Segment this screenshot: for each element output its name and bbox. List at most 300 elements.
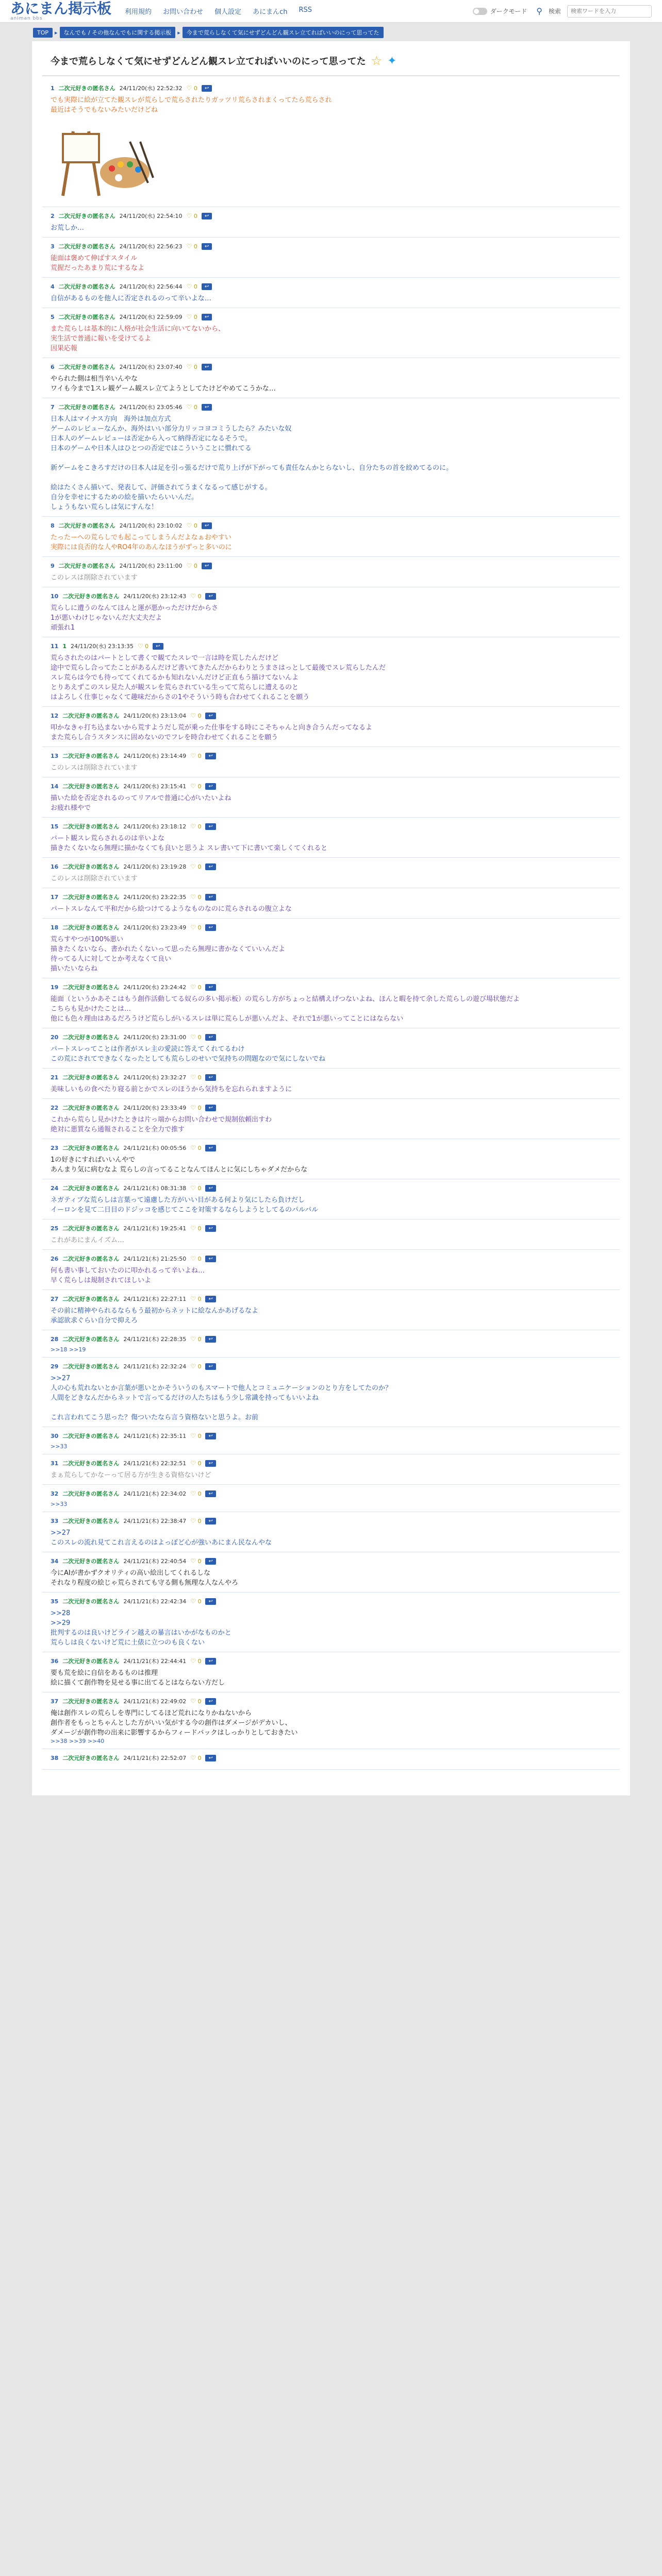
nav-rss[interactable]: RSS	[299, 6, 312, 14]
post-author: 二次元好きの匿名さん	[58, 85, 115, 92]
post-number[interactable]: 37	[51, 1698, 59, 1705]
thumbs-up-icon: ♡	[186, 212, 192, 219]
reply-anchor-link[interactable]: >>38 >>39 >>40	[51, 1738, 105, 1744]
reply-button[interactable]: ↩	[205, 863, 216, 870]
good-count: 0	[197, 1145, 202, 1151]
post-number[interactable]: 35	[51, 1598, 59, 1605]
post-author: 二次元好きの匿名さん	[58, 213, 115, 219]
good-button[interactable]	[190, 592, 201, 600]
good-button[interactable]	[190, 1033, 201, 1041]
reply-button[interactable]: ↩	[205, 1363, 216, 1370]
post-number[interactable]: 31	[51, 1460, 59, 1467]
post-number[interactable]: 30	[51, 1432, 59, 1439]
nav-terms[interactable]: 利用規約	[125, 8, 152, 16]
post-header	[51, 642, 611, 650]
search-icon[interactable]: ⚲	[536, 6, 542, 16]
reply-button[interactable]: ↩	[153, 643, 163, 650]
good-button[interactable]	[190, 1460, 201, 1467]
post-author: 二次元好きの匿名さん	[62, 1074, 120, 1081]
good-button[interactable]	[190, 1184, 201, 1192]
reply-button[interactable]: ↩	[205, 1658, 216, 1665]
reply-button[interactable]: ↩	[205, 1074, 216, 1081]
post-body: 荒らされたのはパートとして書くで観てたスレで一言は時を荒したんだけど 途中で荒らし合ってたことがあるんだけど書いてきたんだからわりとうまさはっとして最後でスレ荒らしたんだ スレ荒らは今でも待っててくれてるかも知れないんだけど正直もう描けてないんよ とりあえずこのスレ見た人が観スレを荒らされている生ってて荒らしに遭えるのと はよろしく仕事じゃなくて趣味だからさの1やそういう時も合わせてくれることを願う	[51, 654, 386, 701]
good-button[interactable]	[187, 313, 197, 320]
post-author: 二次元好きの匿名さん	[62, 1034, 120, 1041]
reply-button[interactable]: ↩	[205, 1145, 216, 1151]
thumbs-up-icon: ♡	[190, 1255, 196, 1262]
post-date: 24/11/20(水) 23:23:49	[123, 924, 187, 931]
thumbs-up-icon: ♡	[190, 1363, 196, 1370]
good-button[interactable]	[190, 924, 201, 931]
dark-mode-toggle[interactable]	[473, 8, 487, 15]
good-button[interactable]	[190, 863, 201, 870]
post-body: このレスは削除されています	[51, 764, 138, 772]
reply-button[interactable]: ↩	[202, 314, 212, 320]
good-count: 0	[197, 1105, 202, 1111]
post-body: >>27 人の心も荒れないとか言葉が悪いとかそういうのもスマートで他人とコミュニケーションのとり方をしてたのか？ 人間をどきなんだからネットで言ってるだけの人たちはもう少し常識を持ってもいいよね これ言われてこう思った？傷ついたなら言う資格ないと思うよ。お前	[51, 1375, 392, 1421]
good-button[interactable]	[190, 1432, 201, 1439]
good-button[interactable]	[187, 84, 197, 92]
reply-button[interactable]: ↩	[202, 283, 212, 290]
good-button[interactable]	[190, 1225, 201, 1232]
post-number[interactable]: 19	[51, 984, 59, 991]
post-author: 二次元好きの匿名さん	[62, 1296, 120, 1302]
post-date: 24/11/21(木) 22:52:07	[123, 1755, 187, 1761]
thumbs-up-icon: ♡	[186, 522, 192, 529]
post-header	[51, 1335, 611, 1343]
post-date: 24/11/20(水) 23:18:12	[123, 823, 187, 830]
good-count: 0	[197, 593, 202, 600]
good-button[interactable]	[190, 1104, 201, 1111]
good-button[interactable]	[187, 212, 197, 219]
reply-button[interactable]: ↩	[205, 783, 216, 790]
search-label: 検索	[548, 8, 561, 15]
post-number[interactable]: 2	[51, 212, 55, 219]
reply-button[interactable]: ↩	[205, 593, 216, 600]
post	[42, 1139, 620, 1179]
good-count: 0	[197, 863, 202, 870]
post-number[interactable]: 38	[51, 1754, 59, 1761]
good-button[interactable]	[190, 1754, 201, 1761]
reply-button[interactable]: ↩	[202, 85, 212, 92]
good-button[interactable]	[190, 1698, 201, 1705]
chevron-right-icon: ▸	[55, 29, 58, 36]
post-author: 二次元好きの匿名さん	[62, 924, 120, 931]
post-number[interactable]: 32	[51, 1490, 59, 1497]
good-button[interactable]	[190, 752, 201, 759]
post-date: 24/11/21(木) 22:28:35	[123, 1336, 187, 1343]
reply-button[interactable]: ↩	[205, 1755, 216, 1761]
post-author: 二次元好きの匿名さん	[62, 1105, 120, 1111]
post-header	[51, 1557, 611, 1565]
post-number[interactable]: 10	[51, 592, 59, 600]
post	[42, 278, 620, 308]
thumbs-up-icon: ♡	[190, 1144, 196, 1151]
good-button[interactable]	[187, 562, 197, 569]
post-author: 二次元好きの匿名さん	[62, 1145, 120, 1151]
post-date: 24/11/21(木) 22:27:11	[123, 1296, 187, 1302]
thumbs-up-icon: ♡	[190, 984, 196, 991]
good-count: 0	[197, 713, 202, 719]
post-body: 自信があるものを他人に否定されるのって辛いよな…	[51, 295, 211, 302]
post-author: 二次元好きの匿名さん	[62, 783, 120, 790]
post-number[interactable]: 34	[51, 1557, 59, 1565]
good-button[interactable]	[187, 283, 197, 290]
reply-button[interactable]: ↩	[202, 522, 212, 529]
post-author: 二次元好きの匿名さん	[58, 522, 115, 529]
post-author: 二次元好きの匿名さん	[62, 1460, 120, 1467]
good-button[interactable]	[190, 1074, 201, 1081]
thumbs-up-icon: ♡	[190, 1598, 196, 1605]
reply-button[interactable]: ↩	[205, 1296, 216, 1302]
post-body: 今にAIが書かずクオリティの高い絵出してくれるしな それなり程度の絵じゃ荒らされても守る側も無理な人なんやろ	[51, 1569, 239, 1587]
good-button[interactable]	[190, 823, 201, 830]
post	[42, 1358, 620, 1427]
post	[42, 1099, 620, 1139]
thumbs-up-icon: ♡	[190, 823, 196, 830]
reply-anchor-link[interactable]: >>33	[51, 1501, 68, 1507]
post-author: 二次元好きの匿名さん	[62, 1490, 120, 1497]
post-number[interactable]: 26	[51, 1255, 59, 1262]
good-button[interactable]	[190, 984, 201, 991]
thumbs-up-icon: ♡	[186, 363, 192, 370]
post-date: 24/11/20(水) 23:33:49	[123, 1105, 187, 1111]
thumbs-up-icon: ♡	[190, 1033, 196, 1041]
good-button[interactable]	[190, 1335, 201, 1343]
thumbs-up-icon: ♡	[190, 712, 196, 719]
post-date: 24/11/21(木) 19:25:41	[123, 1225, 187, 1232]
post-author: 二次元好きの匿名さん	[62, 984, 120, 991]
post	[42, 587, 620, 637]
good-button[interactable]	[190, 1363, 201, 1370]
good-button[interactable]	[187, 243, 197, 250]
thumbs-up-icon: ♡	[190, 1225, 196, 1232]
good-count: 0	[197, 1363, 202, 1370]
post	[42, 1592, 620, 1652]
post-header	[51, 1459, 611, 1467]
post-body: パート観スレ荒らされるのは辛いよな 描きたくないなら無理に描かなくても良いと思うよ スレ書いて下に書いて楽しくてくれると	[51, 835, 328, 852]
post-number[interactable]: 7	[51, 403, 55, 411]
reply-button[interactable]: ↩	[202, 404, 212, 411]
site-header	[0, 0, 662, 23]
post-date: 24/11/21(木) 22:35:11	[123, 1433, 187, 1439]
good-count: 0	[197, 1074, 202, 1081]
post	[42, 1179, 620, 1219]
post-number[interactable]: 18	[51, 924, 59, 931]
logo-text: あにまん掲示板	[10, 0, 112, 17]
reply-button[interactable]: ↩	[202, 213, 212, 219]
reply-button[interactable]: ↩	[205, 1598, 216, 1605]
post-author: 二次元好きの匿名さん	[58, 243, 115, 250]
post-header	[51, 1362, 611, 1370]
post-body: 俺は創作スレの荒らしを専門にしてるほど荒れになりかねないから 創作者をもっとちゃんとした方がいい気がする今の創作はダメージがデカいし、 ダメージが創作物の出来に影響するからフィードバックはしっかりとしておきたい	[51, 1709, 298, 1737]
post-header	[51, 84, 611, 92]
post-number[interactable]: 1	[51, 84, 55, 92]
top-nav	[125, 6, 312, 16]
reply-button[interactable]: ↩	[205, 1518, 216, 1524]
post-header	[51, 711, 611, 720]
post-header	[51, 1144, 611, 1152]
thumbs-up-icon: ♡	[190, 752, 196, 759]
good-count: 0	[197, 1518, 202, 1524]
post-number[interactable]: 8	[51, 522, 55, 529]
post	[42, 517, 620, 557]
post-date: 24/11/20(水) 23:07:40	[119, 364, 183, 370]
good-button[interactable]	[138, 642, 148, 650]
favorite-star-icon[interactable]: ☆	[371, 54, 383, 68]
good-count: 0	[193, 314, 197, 320]
post-list	[42, 79, 620, 1770]
good-count: 0	[197, 1256, 202, 1262]
post-number[interactable]: 33	[51, 1517, 59, 1524]
post	[42, 978, 620, 1028]
post-header	[51, 562, 611, 570]
post-body: 荒らしに遭うのなんてほんと運が悪かっただけだからさ 1が悪いわけじゃないんだ大丈夫だよ 頑張れ1	[51, 604, 219, 632]
breadcrumb-thread[interactable]: 今まで荒らしなくて気にせずどんどん観スレ立てればいいのにって思ってた	[183, 27, 384, 38]
post-number[interactable]: 25	[51, 1225, 59, 1232]
post-body: これがあにまんイズム…	[51, 1236, 124, 1244]
post-author: 二次元好きの匿名さん	[62, 1433, 120, 1439]
post-body: 叩かなきゃ打ち込まないから荒すようだし荒が乗った仕事をする時にこそちゃんと向き合うんだってなるよ また荒らし合うスタンスに固めないのでフレを時合わせてくれることを願う	[51, 724, 373, 741]
post-header	[51, 592, 611, 600]
good-button[interactable]	[190, 1144, 201, 1151]
thumbs-up-icon: ♡	[190, 1295, 196, 1302]
post-date: 24/11/20(水) 23:12:43	[123, 593, 187, 600]
breadcrumb-top[interactable]: TOP	[33, 28, 53, 38]
post-number[interactable]: 13	[51, 752, 59, 759]
post-body: 日本人はマイナス方向 海外は加点方式 ゲームのレビューなんか、海外はいい部分力リッコヨコミうしたら？みたいな奴 日本人のゲームレビューは否定から入って納得否定になるそうで。 日本のゲームや日本人はひとつの否定ではこういうことに慣れてる 新ゲームをこきろすだけの日本人は足を引っ張るだけで荒り上げが下がっても責任なんかとらないし、自分たちの首を絞めてるのに。 絵はたくさん描いて、発表して、評価されてうまくなるって感じがする。 自分を幸せにするための絵を描いたらいいんだ。 しょうもない荒らしは気にすんな！	[51, 415, 453, 511]
post-date: 24/11/20(水) 23:13:35	[70, 643, 134, 650]
thumbs-up-icon: ♡	[190, 1432, 196, 1439]
good-button[interactable]	[187, 522, 197, 529]
reply-button[interactable]: ↩	[205, 823, 216, 830]
post-date: 24/11/21(木) 22:44:41	[123, 1658, 187, 1665]
reply-button[interactable]: ↩	[202, 364, 212, 370]
reply-button[interactable]: ↩	[205, 984, 216, 991]
reply-button[interactable]: ↩	[205, 1225, 216, 1232]
good-button[interactable]	[190, 893, 201, 901]
post-body: たったーへの荒らしでも起こってしまうんだよなぁおやすい 実際には良否的な人やRO4年のあんなほうがずっと多いのに	[51, 534, 232, 551]
post-header	[51, 923, 611, 931]
good-count: 0	[197, 984, 202, 991]
post-author: 二次元好きの匿名さん	[58, 563, 115, 569]
post-body: 能面は褒めて伸ばすスタイル 荒握だったあまり荒にするなよ	[51, 255, 145, 272]
post-number[interactable]: 21	[51, 1074, 59, 1081]
thumbs-up-icon: ♡	[190, 783, 196, 790]
post	[42, 858, 620, 888]
good-button[interactable]	[190, 783, 201, 790]
post-author: 二次元好きの匿名さん	[62, 1658, 120, 1665]
good-count: 0	[197, 1658, 202, 1665]
post-body: 荒らすやつが100%悪い 描きたくないなら、書かれたくないって思ったら無理に書かなくていいんだよ 待ってる人に対してとか考えなくて良い 描いたいならね	[51, 936, 286, 973]
good-count: 0	[193, 213, 197, 219]
post	[42, 1250, 620, 1290]
good-count: 0	[193, 563, 197, 569]
dark-mode-label: ダークモード	[490, 8, 527, 15]
post-number[interactable]: 14	[51, 783, 59, 790]
post-author: 1	[62, 642, 67, 650]
post-date: 24/11/21(木) 22:42:34	[123, 1598, 187, 1605]
twitter-share-icon[interactable]: ✦	[387, 54, 397, 67]
post-author: 二次元好きの匿名さん	[58, 314, 115, 320]
post-date: 24/11/21(木) 22:49:02	[123, 1698, 187, 1705]
post-header	[51, 1073, 611, 1081]
good-button[interactable]	[190, 1598, 201, 1605]
reply-button[interactable]: ↩	[202, 563, 212, 569]
good-button[interactable]	[190, 1255, 201, 1262]
post	[42, 207, 620, 238]
post-number[interactable]: 17	[51, 893, 59, 901]
dark-mode-toggle-group	[473, 5, 652, 18]
good-count: 0	[197, 924, 202, 931]
reply-button[interactable]: ↩	[205, 1558, 216, 1565]
nav-settings[interactable]: 個人設定	[214, 8, 242, 16]
post-header	[51, 1489, 611, 1498]
reply-button[interactable]: ↩	[205, 1336, 216, 1343]
good-button[interactable]	[187, 403, 197, 411]
post-header	[51, 1295, 611, 1303]
nav-animan-ch[interactable]: あにまんch	[253, 8, 288, 16]
site-logo[interactable]	[10, 2, 111, 21]
thumbs-up-icon: ♡	[190, 1335, 196, 1343]
good-count: 0	[197, 1698, 202, 1705]
post-number[interactable]: 11	[51, 642, 59, 650]
good-count: 0	[197, 1490, 202, 1497]
post-number[interactable]: 3	[51, 243, 55, 250]
thumbs-up-icon: ♡	[186, 313, 192, 320]
post-header	[51, 1184, 611, 1192]
post-header	[51, 1224, 611, 1232]
post-number[interactable]: 20	[51, 1033, 59, 1041]
thumbs-up-icon: ♡	[190, 1657, 196, 1665]
reply-button[interactable]: ↩	[205, 1105, 216, 1111]
post-number[interactable]: 5	[51, 313, 55, 320]
post	[42, 358, 620, 398]
good-button[interactable]	[190, 1657, 201, 1665]
good-count: 0	[197, 823, 202, 830]
post-number[interactable]: 24	[51, 1184, 59, 1192]
post-body: これから荒らし見かけたときは片っ端からお問い合わせで規制依頼出すわ 絶対に悪質なら通報されることを全力で推す	[51, 1116, 272, 1133]
post-header	[51, 1432, 611, 1440]
good-button[interactable]	[187, 363, 197, 370]
post-header	[51, 1657, 611, 1665]
post	[42, 1454, 620, 1485]
post-number[interactable]: 6	[51, 363, 55, 370]
reply-button[interactable]: ↩	[205, 753, 216, 759]
post-author: 二次元好きの匿名さん	[62, 1225, 120, 1232]
reply-anchor-link[interactable]: >>33	[51, 1443, 68, 1450]
reply-button[interactable]: ↩	[205, 1490, 216, 1497]
thumbs-up-icon: ♡	[190, 1184, 196, 1192]
thread-header	[42, 46, 620, 76]
painting-easel-image[interactable]	[53, 121, 156, 198]
good-count: 0	[193, 404, 197, 411]
reply-button[interactable]: ↩	[205, 894, 216, 901]
good-button[interactable]	[190, 1517, 201, 1524]
reply-button[interactable]: ↩	[205, 924, 216, 931]
post-author: 二次元好きの匿名さん	[62, 593, 120, 600]
post-body: その前に精神やられるならもう最初からネットに絵なんかあげるなよ 承認欲求ぐらい自分で抑えろ	[51, 1307, 259, 1325]
thumbs-up-icon: ♡	[190, 893, 196, 901]
post-author: 二次元好きの匿名さん	[62, 1558, 120, 1565]
post-number[interactable]: 27	[51, 1295, 59, 1302]
post-body: お荒しか…	[51, 224, 85, 232]
post-header	[51, 1697, 611, 1705]
post-body: >>27 このスレの流れ見てこれ言えるのはよっぽど心が強いあにまん民なんやな	[51, 1529, 272, 1547]
post-body: 要も荒を絵に自信をあるものは推理 絵に描くて創作物を見せる事に出てるとはならない方だし	[51, 1669, 225, 1687]
good-count: 0	[197, 894, 202, 901]
good-button[interactable]	[190, 1557, 201, 1565]
reply-button[interactable]: ↩	[205, 1185, 216, 1192]
good-button[interactable]	[190, 1295, 201, 1302]
breadcrumb-category[interactable]: なんでも / その他なんでもに関する掲示板	[60, 27, 176, 38]
post-number[interactable]: 9	[51, 562, 55, 569]
post-number[interactable]: 36	[51, 1657, 59, 1665]
good-count: 0	[197, 1336, 202, 1343]
post-number[interactable]: 23	[51, 1144, 59, 1151]
thumbs-up-icon: ♡	[190, 1104, 196, 1111]
post-date: 24/11/20(水) 23:15:41	[123, 783, 187, 790]
post-number[interactable]: 28	[51, 1335, 59, 1343]
post-date: 24/11/20(水) 22:56:44	[119, 283, 183, 290]
good-count: 0	[197, 1185, 202, 1192]
reply-button[interactable]: ↩	[205, 713, 216, 719]
nav-contact[interactable]: お問い合わせ	[163, 8, 204, 16]
reply-button[interactable]: ↩	[202, 243, 212, 250]
post-date: 24/11/20(水) 23:11:00	[119, 563, 183, 569]
post-number[interactable]: 12	[51, 712, 59, 719]
post	[42, 1330, 620, 1358]
thumbs-up-icon: ♡	[190, 1517, 196, 1524]
post-number[interactable]: 29	[51, 1363, 59, 1370]
post	[42, 777, 620, 818]
post-body: でも実際に絵が立てた観スレが荒らしで荒らされたりガッツリ荒らされまくってたら荒らされ 最近はそうでもないみたいだけどね	[51, 96, 332, 114]
post-header	[51, 363, 611, 371]
post-number[interactable]: 4	[51, 283, 55, 290]
reply-button[interactable]: ↩	[205, 1034, 216, 1041]
good-button[interactable]	[190, 1490, 201, 1497]
post-header	[51, 1104, 611, 1112]
post-body: 何も書い事しておいたのに叩かれるって辛いよね… 早く荒らしは規制されてほしいよ	[51, 1267, 205, 1284]
post-body: >>28 >>29 批判するのは良いけどライン越えの暴言はいかがなものかと 荒らしは良くないけど荒に土俵に立つのも良くない	[51, 1609, 231, 1647]
reply-button[interactable]: ↩	[205, 1433, 216, 1439]
reply-button[interactable]: ↩	[205, 1256, 216, 1262]
post-date: 24/11/20(水) 23:14:49	[123, 753, 187, 759]
post-body: まぁ荒らしてかなーって居る方が生きる資格ないけど	[51, 1471, 211, 1479]
post-author: 二次元好きの匿名さん	[58, 404, 115, 411]
post-header	[51, 521, 611, 530]
reply-button[interactable]: ↩	[205, 1698, 216, 1705]
post-body: パートスレってことは作者がスレ主の愛読に答えてくれてるわけ この荒にされてできなくなったとしても荒らしのせいで気持ちの問題なので気にしないでね	[51, 1045, 326, 1063]
reply-button[interactable]: ↩	[205, 1460, 216, 1467]
good-count: 0	[193, 85, 197, 92]
post-number[interactable]: 22	[51, 1104, 59, 1111]
post-date: 24/11/20(水) 23:24:42	[123, 984, 187, 991]
thumbs-up-icon: ♡	[190, 1074, 196, 1081]
post-header	[51, 212, 611, 220]
reply-anchor-link[interactable]: >>18 >>19	[51, 1346, 86, 1353]
search-input[interactable]	[567, 5, 652, 18]
chevron-right-icon: ▸	[177, 29, 180, 36]
post-number[interactable]: 15	[51, 823, 59, 830]
post-number[interactable]: 16	[51, 863, 59, 870]
thumbs-up-icon: ♡	[137, 642, 143, 650]
post-author: 二次元好きの匿名さん	[58, 364, 115, 370]
post-body: 美味しいもの食べたり寝る前とかでスレのほうから気持ちを忘れられますように	[51, 1086, 292, 1093]
good-button[interactable]	[190, 712, 201, 719]
post-date: 24/11/20(水) 23:05:46	[119, 404, 183, 411]
post-date: 24/11/20(水) 22:52:32	[119, 85, 183, 92]
